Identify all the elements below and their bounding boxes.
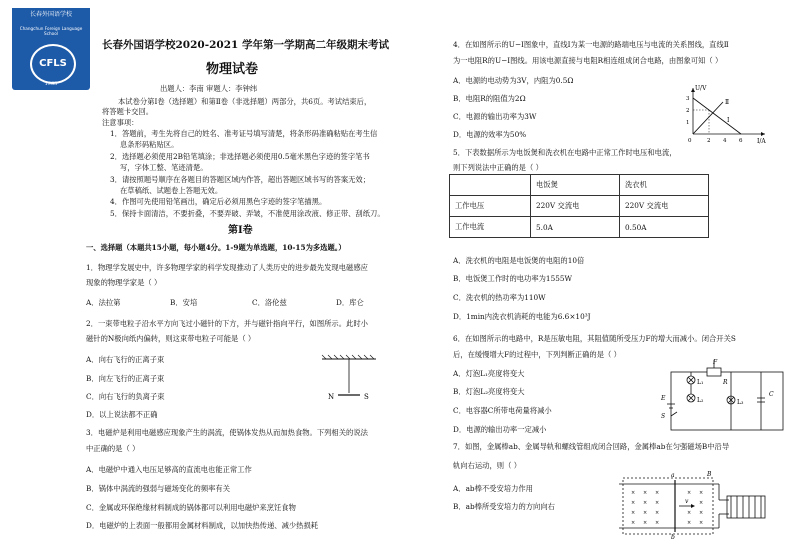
table-cell: 工作电压 bbox=[450, 196, 531, 217]
notice-item: 1．答题前，考生先将自己的姓名、准考证号填写清楚，将条形码准确粘贴在考生信 bbox=[110, 129, 378, 138]
section-heading: 第Ⅰ卷 bbox=[228, 225, 253, 236]
q7-option-a: A．ab棒不受安培力作用 bbox=[453, 484, 533, 493]
graph-xtick: 2 bbox=[707, 138, 711, 144]
svg-text:×: × bbox=[631, 510, 636, 516]
svg-text:×: × bbox=[699, 510, 704, 516]
exam-title: 长春外国语学校2020-2021 学年第一学期高二年级期末考试 bbox=[102, 39, 389, 51]
q4-stem: 为一电阻R的U−I图线。用该电源直接与电阻R相连组成闭合电路，由图象可知（ ） bbox=[453, 56, 723, 65]
svg-text:×: × bbox=[631, 520, 636, 526]
velocity-label: v bbox=[685, 498, 689, 505]
q3-option-d: D．电磁炉的上表面一般都用金属材料制成，以加快热传递、减少热损耗 bbox=[86, 521, 319, 530]
svg-text:×: × bbox=[699, 500, 704, 506]
notice-item: 2．选择题必须使用2B铅笔填涂；非选择题必须使用0.5毫米黑色字迹的签字笔书 bbox=[110, 152, 370, 161]
q6-stem: 6．在如图所示的电路中，R是压敏电阻，其阻值随所受压力F的增大而减小。闭合开关S bbox=[453, 334, 736, 343]
q4-option-a: A．电源的电动势为3V，内阻为0.5Ω bbox=[453, 76, 574, 85]
q1-option-a: A．法拉第 bbox=[86, 298, 121, 307]
notice-item: 在草稿纸、试题卷上答题无效。 bbox=[120, 186, 223, 195]
rod-b-label: b bbox=[671, 534, 675, 541]
magnet-s-label: S bbox=[364, 393, 369, 401]
circuit-s-label: S bbox=[661, 413, 666, 420]
notice-item: 4．作图可先使用铅笔画出，确定后必须用黑色字迹的签字笔描黑。 bbox=[110, 197, 327, 206]
circuit-e-label: E bbox=[661, 395, 666, 402]
table-cell: 工作电流 bbox=[450, 217, 531, 238]
svg-text:×: × bbox=[687, 510, 692, 516]
graph-line-2-label: Ⅱ bbox=[725, 99, 730, 106]
circuit-l2-label: L₂ bbox=[697, 397, 704, 404]
q4-option-c: C．电源的输出功率为3W bbox=[453, 112, 537, 121]
table-row bbox=[450, 217, 709, 238]
table-header-cell bbox=[450, 175, 531, 196]
svg-text:×: × bbox=[699, 490, 704, 496]
notice-item: 5．保持卡面清洁，不要折叠，不要弄破、弄皱，不准使用涂改液、修正带、刮纸刀。 bbox=[110, 209, 385, 218]
circuit-r-label: R bbox=[723, 379, 728, 386]
circuit-l3-label: L₃ bbox=[737, 399, 744, 406]
notice-item: 3．请按照题号顺序在各题目的答题区域内作答，超出答题区域书写的答案无效； bbox=[110, 175, 371, 184]
school-logo bbox=[12, 8, 90, 90]
table-header-cell: 电饭煲 bbox=[531, 175, 620, 196]
graph-x-axis-label: I/A bbox=[757, 138, 766, 145]
svg-text:×: × bbox=[631, 500, 636, 506]
subject-title: 物理试卷 bbox=[206, 62, 259, 77]
svg-text:×: × bbox=[643, 510, 648, 516]
circuit-f-label: F bbox=[713, 359, 718, 366]
q5-option-a: A．洗衣机的电阻是电饭煲的电阻的10倍 bbox=[453, 256, 585, 265]
q6-option-c: C．电容器C所带电荷量将减小 bbox=[453, 406, 552, 415]
svg-text:×: × bbox=[643, 520, 648, 526]
q7-stem: 轨向右运动，则（ ） bbox=[453, 461, 521, 470]
circuit-l1-label: L₁ bbox=[697, 379, 704, 386]
q5-option-c: C．洗衣机的热功率为110W bbox=[453, 293, 546, 302]
intro-line: 将答题卡交回。 bbox=[102, 107, 154, 116]
author-line: 出题人：李南 审题人：李钟纬 bbox=[160, 84, 258, 93]
graph-line-1-label: Ⅰ bbox=[727, 117, 730, 124]
q3-stem: 3．电磁炉是利用电磁感应现象产生的涡流，使锅体发热从而加热食物。下列相关的说法 bbox=[86, 428, 368, 437]
q7-option-b: B．ab棒所受安培力的方向向右 bbox=[453, 502, 555, 511]
magnet-figure bbox=[320, 355, 380, 405]
table-header-row bbox=[450, 175, 709, 196]
circuit-figure bbox=[661, 358, 791, 438]
graph-xtick: 4 bbox=[723, 138, 727, 144]
q3-stem: 中正确的是（ ） bbox=[86, 444, 140, 453]
intro-line: 本试卷分第Ⅰ卷（选择题）和第Ⅱ卷（非选择题）两部分，共6页。考试结束后， bbox=[118, 97, 372, 106]
field-b-label: B bbox=[707, 471, 712, 478]
rail-solenoid-figure bbox=[619, 470, 769, 540]
q1-option-d: D．库仑 bbox=[336, 298, 364, 307]
q2-option-c: C．向右飞行的负离子束 bbox=[86, 392, 165, 401]
notice-heading: 注意事项： bbox=[102, 118, 139, 127]
circuit-c-label: C bbox=[769, 391, 774, 398]
q4-option-d: D．电源的效率为50% bbox=[453, 130, 527, 139]
q2-option-d: D．以上说法都不正确 bbox=[86, 410, 158, 419]
logo-mark: CFLS bbox=[30, 44, 76, 84]
q4-stem: 4．在如图所示的U−I图象中，直线Ⅰ为某一电源的路端电压与电流的关系图线，直线Ⅱ bbox=[453, 40, 729, 49]
svg-text:×: × bbox=[699, 520, 704, 526]
q5-stem: 5．下表数据所示为电饭煲和洗衣机在电路中正常工作时电压和电流， bbox=[453, 148, 677, 157]
svg-text:×: × bbox=[655, 520, 660, 526]
appliance-table bbox=[449, 174, 709, 238]
svg-text:×: × bbox=[643, 490, 648, 496]
table-cell: 220V 交流电 bbox=[620, 196, 709, 217]
svg-text:×: × bbox=[643, 500, 648, 506]
q3-option-c: C．金属或环保绝缘材料制成的锅体都可以利用电磁炉来烹饪食物 bbox=[86, 503, 296, 512]
notice-item: 息条形码粘贴区。 bbox=[120, 140, 179, 149]
q2-stem: 磁针的N极向纸内偏转，则这束带电粒子可能是（ ） bbox=[86, 334, 256, 343]
q3-option-a: A．电磁炉中通入电压足够高的直流电也能正常工作 bbox=[86, 465, 252, 474]
q7-stem: 7．如图，金属棒ab、金属导轨和螺线管组成闭合回路，金属棒ab在匀强磁场B中沿导 bbox=[453, 442, 730, 451]
table-cell: 5.0A bbox=[531, 217, 620, 238]
svg-text:×: × bbox=[631, 490, 636, 496]
table-row bbox=[450, 196, 709, 217]
graph-xtick: 6 bbox=[739, 138, 743, 144]
svg-text:×: × bbox=[655, 490, 660, 496]
q2-option-a: A．向右飞行的正离子束 bbox=[86, 355, 165, 364]
logo-band: 长春外国语学校 bbox=[12, 8, 90, 22]
table-cell: 0.50A bbox=[620, 217, 709, 238]
table-header-cell: 洗衣机 bbox=[620, 175, 709, 196]
q1-option-c: C．洛伦兹 bbox=[252, 298, 287, 307]
q6-stem: 后，在缓慢增大F的过程中，下列判断正确的是（ ） bbox=[453, 350, 621, 359]
graph-origin: 0 bbox=[688, 138, 692, 144]
graph-ytick: 3 bbox=[686, 96, 690, 102]
q4-option-b: B．电阻R的阻值为2Ω bbox=[453, 94, 526, 103]
q1-option-b: B．安培 bbox=[170, 298, 198, 307]
svg-text:×: × bbox=[655, 510, 660, 516]
q1-stem: 1．物理学发展史中，许多物理学家的科学发现推动了人类历史的进步最先发现电磁感应 bbox=[86, 263, 368, 272]
q6-option-a: A．灯泡L₁亮度将变大 bbox=[453, 369, 525, 378]
q6-option-b: B．灯泡L₂亮度将变大 bbox=[453, 387, 525, 396]
q5-option-b: B．电饭煲工作时的电功率为1555W bbox=[453, 274, 572, 283]
q2-option-b: B．向左飞行的正离子束 bbox=[86, 374, 165, 383]
q1-stem: 现象的物理学家是（ ） bbox=[86, 278, 162, 287]
graph-ytick: 2 bbox=[686, 108, 690, 114]
logo-english-name: Changchun Foreign Language School bbox=[19, 26, 83, 36]
section-instructions: 一、选择题（本题共15小题，每小题4分。1-9题为单选题，10-15为多选题。） bbox=[86, 243, 346, 252]
table-cell: 220V 交流电 bbox=[531, 196, 620, 217]
q3-option-b: B．锅体中涡流的强弱与磁场变化的频率有关 bbox=[86, 484, 231, 493]
q2-stem: 2．一束带电粒子沿水平方向飞过小磁针的下方，并与磁针指向平行，如图所示。此时小 bbox=[86, 319, 368, 328]
svg-text:×: × bbox=[687, 520, 692, 526]
graph-ytick: 1 bbox=[686, 120, 690, 126]
ui-graph-figure bbox=[683, 84, 771, 146]
svg-text:×: × bbox=[655, 500, 660, 506]
magnet-n-label: N bbox=[328, 393, 335, 401]
rod-a-label: a bbox=[671, 472, 675, 479]
svg-text:×: × bbox=[687, 490, 692, 496]
logo-year: 1963 bbox=[44, 81, 58, 87]
q6-option-d: D．电源的输出功率一定减小 bbox=[453, 425, 547, 434]
notice-item: 写，字体工整、笔迹清楚。 bbox=[120, 163, 208, 172]
graph-y-axis-label: U/V bbox=[695, 85, 707, 92]
q5-stem: 则下列说法中正确的是（ ） bbox=[453, 163, 543, 172]
q5-option-d: D．1min内洗衣机消耗的电能为6.6×10³J bbox=[453, 312, 591, 321]
